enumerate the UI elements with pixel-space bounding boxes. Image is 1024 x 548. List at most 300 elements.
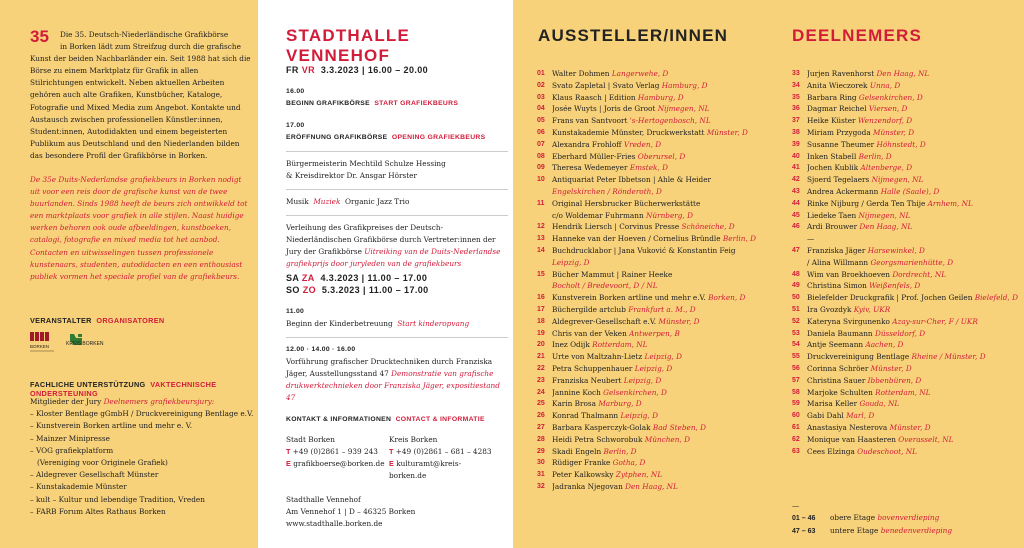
list-item-name: Büchergilde artclub	[552, 304, 626, 314]
list-item	[537, 151, 765, 163]
list-item-name: Antje Seemann	[807, 340, 864, 350]
organizer-logos	[30, 330, 140, 356]
demo-text: Vorführung grafischer Drucktechniken durch Franziska Jäger, Ausstellungsstand 47 Demonstratie van grafische drukwerktechnieken door Franziska Jäger, expositiestand 47	[286, 357, 500, 402]
list-item	[792, 257, 1020, 269]
list-item-name: —	[807, 234, 815, 244]
legend-upper: 01 – 46 obere Etage bovenverdieping	[792, 512, 940, 522]
list-item-location: Marl, D	[846, 411, 875, 421]
list-item-location: Wenzendorf, D	[857, 116, 913, 126]
list-item	[792, 103, 1020, 115]
list-item-name: Heidi Petra Schworobuk	[552, 434, 643, 444]
list-item-location: Schöneiche, D	[681, 222, 735, 232]
list-item-location: Aachen, D	[865, 340, 904, 350]
list-item	[537, 457, 765, 469]
list-item-name: Christina Sauer	[807, 375, 866, 385]
list-item	[537, 269, 765, 281]
list-item-location: Den Haag, NL	[625, 481, 678, 491]
list-item-number: 25	[537, 400, 545, 408]
sunday-date: SO ZO 5.3.2023 | 11.00 – 17.00	[286, 285, 429, 295]
list-item-number	[537, 186, 552, 198]
list-item-name: Jannine Koch	[552, 387, 601, 397]
list-item-number: 53	[792, 329, 800, 337]
list-item-number	[537, 210, 552, 222]
edition-number: 35	[30, 27, 49, 46]
list-item-number: 26	[537, 412, 545, 420]
list-item-number: 19	[537, 329, 545, 337]
list-item-name: Liedeke Taen	[807, 210, 857, 220]
list-item-name: Monique van Haasteren	[807, 434, 896, 444]
list-item	[537, 481, 765, 493]
list-item-number: 22	[537, 364, 545, 372]
list-item-location: Hamburg, D	[661, 80, 708, 90]
list-item-number: 52	[792, 317, 800, 325]
list-item-location: Nürnberg, D	[646, 210, 693, 220]
list-item	[537, 363, 765, 375]
panel-participants	[768, 0, 1024, 548]
panel-program	[258, 0, 513, 548]
list-item-name: Dagmar Reichel	[807, 104, 867, 114]
list-item-name: Anita Wieczorek	[807, 80, 868, 90]
list-item-number: 08	[537, 152, 545, 160]
list-item-number: 31	[537, 471, 545, 479]
list-item	[792, 210, 1020, 222]
list-item	[792, 363, 1020, 375]
list-item-number: 33	[792, 70, 800, 77]
exhibitors-title: AUSSTELLER/INNEN	[538, 26, 729, 45]
list-item-number: 17	[537, 305, 545, 313]
list-item-number: 11	[537, 199, 545, 207]
support-heading: FACHLICHE UNTERSTÜTZUNG VAKTECHNISCHE ONDERSTEUNING	[30, 380, 217, 398]
list-item-number: 28	[537, 435, 545, 443]
list-item-name: Antiquariat Peter Ibbetson | Ahle & Heider	[552, 175, 711, 185]
list-item-number: 62	[792, 435, 800, 443]
list-item-name: Petra Schuppenhauer	[552, 363, 633, 373]
list-item-number: 23	[537, 376, 545, 384]
list-item-number: 40	[792, 152, 800, 160]
list-item-name: Inez Odijk	[552, 340, 590, 350]
list-item-name: Kunstverein Borken artline und mehr e.V.	[552, 293, 706, 303]
contact-stadt: Stadt Borken T +49 (0)2861 – 939 243 E grafikboerse@borken.de	[286, 434, 389, 482]
list-item-number: 30	[537, 459, 545, 467]
list-item-number: 10	[537, 176, 545, 184]
list-item-name: Frans van Santvoort	[552, 116, 628, 126]
list-item-location: Rheine / Münster, D	[911, 352, 986, 362]
list-item-location: Antwerpen, B	[629, 328, 680, 338]
list-item-name: Heike Küster	[807, 116, 856, 126]
list-item-name: Franziska Jäger	[807, 245, 866, 255]
list-item-number	[537, 280, 552, 292]
list-item-location: Ibbenbüren, D	[867, 375, 922, 385]
list-item-location: Bocholt / Bredevoort, D / NL	[552, 281, 658, 291]
list-item	[792, 269, 1020, 281]
list-item-name: Walter Dohmen	[552, 69, 610, 78]
list-item-location: Harsewinkel, D	[867, 245, 925, 255]
list-item-number: 46	[792, 223, 800, 231]
list-item	[792, 316, 1020, 328]
list-item	[537, 68, 765, 80]
list-item-location: Dordrecht, NL	[892, 269, 947, 279]
list-item	[537, 469, 765, 481]
list-item-location: Berlin, D	[722, 234, 756, 244]
venue-name: Stadthalle Vennehof	[286, 495, 361, 504]
list-item-name: Karin Brosa	[552, 399, 596, 409]
borken-logo-icon	[30, 330, 140, 356]
email-link-stadt[interactable]: E grafikboerse@borken.de	[286, 459, 385, 468]
list-item	[792, 127, 1020, 139]
list-item-number: 14	[537, 246, 545, 254]
list-item-number: 56	[792, 364, 800, 372]
list-item-location: Oudeschoot, NL	[857, 446, 917, 456]
jury-item: – FARB Forum Altes Rathaus Borken	[30, 506, 166, 516]
list-item-number: 13	[537, 235, 545, 243]
list-item-number: 44	[792, 199, 800, 207]
list-item-number: 59	[792, 400, 800, 408]
list-item-number: 07	[537, 140, 545, 148]
list-item	[537, 398, 765, 410]
list-item	[537, 410, 765, 422]
list-item	[537, 221, 765, 233]
list-item	[537, 328, 765, 340]
list-item	[537, 280, 765, 292]
venue-address: Am Vennehof 1 | D – 46325 Borken	[286, 507, 416, 516]
list-item	[537, 80, 765, 92]
list-item	[792, 186, 1020, 198]
list-item	[792, 351, 1020, 363]
list-item-number: 03	[537, 93, 545, 101]
friday-date: FR VR 3.3.2023 | 16.00 – 20.00	[286, 65, 429, 75]
list-item-number: 39	[792, 140, 800, 148]
list-item	[537, 92, 765, 104]
list-item-location: Münster, D	[658, 316, 700, 326]
intro-text-nl: De 35e Duits-Nederlandse grafiekbeurs in Borken nodigt uit voor een reis door de grafische kunst van de twee buurlanden. Sinds 1988 heeft de beurs zich ontwikkeld tot een marktplaats voor grafiek in alle stijlen. Naast huidige werken behoren ook oude afbeeldingen, kunstboeken, catalogi, fotografie en mixed media tot het aanbod. Contacten en uitwisselingen tussen professionele kunstenaars, studenten, autodidacten en een enthousiast publiek vormen het speciale profiel van de grafiekbeurs.	[30, 175, 248, 281]
list-item-location: Leipzig, D	[552, 257, 590, 267]
list-item	[792, 387, 1020, 399]
list-item	[537, 210, 765, 222]
list-item-name: Cees Elzinga	[807, 446, 855, 456]
list-item-name: Barbara Kasperczyk-Golak	[552, 422, 651, 432]
program-title: STADTHALLE VENNEHOF	[286, 26, 411, 65]
list-item-location: Den Haag, NL	[859, 222, 913, 232]
list-item-number: 34	[792, 81, 800, 89]
list-item-location: Zytphen, NL	[615, 470, 663, 480]
jury-item: – Mainzer Minipresse	[30, 433, 110, 443]
list-item-location: Münster, D	[870, 363, 912, 373]
list-item-name: Ira Gvozdyk	[807, 304, 852, 314]
list-item-location: Nijmegen, NL	[657, 104, 710, 114]
list-item-location: Bielefeld, D	[974, 293, 1018, 303]
list-item-number: 35	[792, 93, 800, 101]
list-item-name: Eberhard Müller-Fries	[552, 151, 636, 161]
list-item-location: Münster, D	[889, 422, 931, 432]
list-item-name: Klaus Raasch | Edition	[552, 92, 636, 102]
list-item-name: Susanne Theumer	[807, 139, 875, 149]
list-item-number: 01	[537, 70, 545, 77]
list-item-number: 32	[537, 482, 545, 490]
jury-item: – kult – Kultur und lebendige Tradition, Vreden	[30, 494, 205, 504]
list-item-location: Borken, D	[708, 293, 746, 303]
email-link-kreis[interactable]: E kulturamt@kreis-borken.de	[389, 459, 462, 480]
list-item	[792, 280, 1020, 292]
list-item-number: 63	[792, 447, 800, 455]
list-item-number: 21	[537, 353, 545, 361]
list-item-name: Ardi Brouwer	[807, 222, 858, 232]
list-item-location: Engelskirchen / Rönderoth, D	[552, 186, 662, 196]
list-item	[537, 198, 765, 210]
list-item-number: 04	[537, 105, 545, 113]
list-item	[537, 387, 765, 399]
friday-block: FR VR 3.3.2023 | 16.00 – 20.00 16.00 BEGINN GRAFIKBÖRSE START GRAFIEKBEURS 17.00 ERÖFFNUNG GRAFIKBÖRSE OPENING GRAFIEKBEURS Bürgermeisterin Mechtild Schulze Hessing & Kreisdirektor Dr. Ansgar Hörster Musik Muziek Organic Jazz Trio Verleihung des Grafikpreises der Deutsch-Niederländischen Grafikbörse durch Vertreter:innen der Jury der Grafikbörse Uitreiking van de Duits-Nederlandse grafiekprijs door juryleden van de grafiekbeurs	[286, 64, 508, 270]
list-item-name: Rinke Nijburg / Gerda Ten Thije	[807, 198, 926, 208]
list-item-name: Rüdiger Franke	[552, 458, 611, 468]
list-item-location: Azay-sur-Cher, F / UKR	[892, 316, 978, 326]
list-item	[792, 115, 1020, 127]
list-item-location: Höhnstedt, D	[876, 139, 926, 149]
list-item-location: Gotha, D	[612, 458, 646, 468]
list-item-name: Chris van der Veken	[552, 328, 627, 338]
list-item	[537, 186, 765, 198]
list-item-location: Frankfurt a. M., D	[628, 304, 696, 314]
list-item-location: Bad Steben, D	[652, 422, 707, 432]
friday-opening: ERÖFFNUNG GRAFIKBÖRSE OPENING GRAFIEKBEURS	[286, 134, 486, 141]
list-item	[537, 422, 765, 434]
list-item-name: Aldegrever-Gesellschaft e.V.	[552, 316, 657, 326]
organizers-heading: VERANSTALTER ORGANISATOREN	[30, 316, 165, 325]
list-item-name: Miriam Przygoda	[807, 127, 871, 137]
list-item-number: 36	[792, 105, 800, 113]
list-item	[537, 351, 765, 363]
list-item-number: 15	[537, 270, 545, 278]
list-item-name: Christina Simon	[807, 281, 867, 291]
list-item	[537, 316, 765, 328]
list-item	[537, 103, 765, 115]
list-item-number: 58	[792, 388, 800, 396]
list-item-number: 16	[537, 294, 545, 302]
list-item-number: 38	[792, 128, 800, 136]
contact-heading: KONTAKT & INFORMATIONEN CONTACT & INFORMATIE	[286, 416, 485, 423]
list-item-name: Konrad Thalmann	[552, 411, 619, 421]
list-item	[537, 304, 765, 316]
list-item-number: 47	[792, 246, 800, 254]
jury-list: Mitglieder der Jury Deelnemers grafiekbeursjury: – Kloster Bentlage gGmbH / Druckvereinigung Bentlage e.V. – Kunstverein Borken artline und mehr e. V. – Mainzer Minipresse – VOG grafiekplatform (Vereniging voor Originele Grafiek) – Aldegrever Gesellschaft Münster – Kunstakademie Münster – kult – Kultur und lebendige Tradition, Vreden – FARB Forum Altes Rathaus Borken	[30, 396, 255, 518]
list-item-location: Hamburg, D	[637, 92, 684, 102]
list-item	[537, 162, 765, 174]
list-item-number: 02	[537, 81, 545, 89]
jury-item: – VOG grafiekplatform	[30, 445, 114, 455]
list-item-location: Oberursel, D	[637, 151, 686, 161]
list-item-location: Arnhem, NL	[927, 198, 973, 208]
list-item-name: Kateryna Svirgunenko	[807, 316, 890, 326]
list-item-name: / Alina Willmann	[807, 257, 869, 267]
list-item-location: Den Haag, NL	[876, 69, 930, 78]
list-item-number: 20	[537, 341, 545, 349]
list-item-number: 29	[537, 447, 545, 455]
list-item	[537, 434, 765, 446]
music-line: Musik Muziek Organic Jazz Trio	[286, 197, 410, 206]
legend-lower: 47 – 63 untere Etage benedenverdieping	[792, 525, 953, 535]
venue-website-link[interactable]: www.stadthalle.borken.de	[286, 519, 383, 528]
list-item	[537, 115, 765, 127]
list-item-location: Viersen, D	[868, 104, 908, 114]
list-item-name: Original Hersbrucker Bücherwerkstätte	[552, 198, 701, 208]
list-item-number: 45	[792, 211, 800, 219]
list-item-location: Kyiv, UKR	[853, 304, 891, 314]
list-item-name: Gabi Dahl	[807, 411, 844, 421]
friday-start: BEGINN GRAFIKBÖRSE START GRAFIEKBEURS	[286, 100, 459, 107]
list-item-location: Gouda, NL	[859, 399, 900, 409]
list-item	[792, 92, 1020, 104]
list-item-location: Düsseldorf, D	[874, 328, 926, 338]
panel-exhibitors	[513, 0, 768, 548]
list-item-number: 06	[537, 128, 545, 136]
list-item	[537, 375, 765, 387]
list-item-name: Corinna Schröer	[807, 363, 869, 373]
list-item-location: Leipzig, D	[634, 363, 673, 373]
list-item-number: 12	[537, 223, 545, 231]
list-item-name: Marjoke Schulten	[807, 387, 873, 397]
kreis-borken-logo-text: KREIS BORKEN	[66, 341, 104, 347]
list-item-name: Marisa Keller	[807, 399, 858, 409]
list-item-number: 57	[792, 376, 800, 384]
list-item-number: 18	[537, 317, 545, 325]
list-item-number: 41	[792, 164, 800, 172]
list-item-name: Franziska Neubert	[552, 375, 622, 385]
list-item-name: Bielefelder Druckgrafik | Prof. Jochen Geilen	[807, 293, 973, 303]
list-item-number: 37	[792, 117, 800, 125]
list-item	[537, 174, 765, 186]
list-item	[537, 339, 765, 351]
list-item	[537, 257, 765, 269]
list-item	[537, 139, 765, 151]
list-item-location: Nijmegen, NL	[858, 210, 911, 220]
list-item-name: Theresa Wedemeyer	[552, 163, 628, 173]
list-item-location: Berlin, D	[603, 446, 637, 456]
list-item-location: Unna, D	[869, 80, 901, 90]
list-item-number	[792, 233, 807, 245]
jury-item: – Kloster Bentlage gGmbH / Druckvereinigung Bentlage e.V.	[30, 409, 254, 419]
jury-item: – Kunstverein Borken artline und mehr e. V.	[30, 421, 193, 431]
borken-logo-text: BORKEN	[30, 344, 50, 349]
list-item	[537, 127, 765, 139]
list-item-number: 55	[792, 353, 800, 361]
list-item	[792, 328, 1020, 340]
participants-title: DEELNEMERS	[792, 26, 923, 45]
list-item-name: Barbara Ring	[807, 92, 857, 102]
list-item	[792, 233, 1020, 245]
list-item	[792, 446, 1020, 458]
list-item	[792, 221, 1020, 233]
list-item-name: Kunstakademie Münster, Druckwerkstatt	[552, 127, 705, 137]
list-item-name: Jochen Kublik	[807, 163, 859, 173]
list-item-number: 49	[792, 282, 800, 290]
list-item-number: 09	[537, 164, 545, 172]
list-item-name: Inken Stabell	[807, 151, 857, 161]
list-item-name: Skadi Engeln	[552, 446, 602, 456]
list-item-location: Berlin, D	[858, 151, 892, 161]
list-item	[792, 151, 1020, 163]
list-item-name: Josée Wuyts | Joris de Groot	[552, 104, 656, 114]
list-item-location: Gelsenkirchen, D	[603, 387, 667, 397]
list-item-location: Vreden, D	[623, 139, 662, 149]
list-item-name: Daniela Baumann	[807, 328, 873, 338]
list-item-location: Marburg, D	[598, 399, 642, 409]
participants-list	[792, 68, 1020, 457]
contact-kreis: Kreis Borken T +49 (0)2861 – 681 – 4283 E kulturamt@kreis-borken.de	[389, 435, 492, 480]
list-item	[537, 446, 765, 458]
list-item	[792, 410, 1020, 422]
list-item-name: Andrea Ackermann	[807, 186, 879, 196]
list-item-location: Leipzig, D	[620, 411, 658, 421]
list-item	[792, 162, 1020, 174]
list-item	[792, 68, 1020, 80]
jury-item: – Aldegrever Gesellschaft Münster	[30, 470, 159, 480]
list-item-name: Bücher Mammut | Rainer Heeke	[552, 269, 673, 279]
list-item-location: Weißenfels, D	[869, 281, 921, 291]
list-item-number	[792, 257, 807, 269]
list-item-location: Rotterdam, NL	[875, 387, 931, 397]
list-item-name: Hanneke van der Hoeven / Cornelius Bründle	[552, 234, 721, 244]
list-item-number: 27	[537, 423, 545, 431]
jury-item: (Vereniging voor Originele Grafiek)	[30, 458, 168, 468]
list-item	[537, 292, 765, 304]
list-item	[537, 233, 765, 245]
list-item-location: Gelsenkirchen, D	[858, 92, 923, 102]
kids-line: Beginn der Kinderbetreuung Start kinderopvang	[286, 319, 470, 328]
list-item	[792, 398, 1020, 410]
list-item-name: Sjoerd Tegelaers	[807, 175, 870, 185]
list-item	[792, 339, 1020, 351]
list-item-number: 05	[537, 117, 545, 125]
list-item	[792, 245, 1020, 257]
list-item-location: 's-Hertogenbosch, NL	[629, 116, 711, 126]
list-item-location: Nijmegen, NL	[871, 175, 924, 185]
list-item	[792, 375, 1020, 387]
jury-item: – Kunstakademie Münster	[30, 482, 127, 492]
list-item-number: 61	[792, 423, 800, 431]
list-item-location: Münster, D	[706, 127, 748, 137]
list-item	[792, 434, 1020, 446]
saturday-date: SA ZA 4.3.2023 | 11.00 – 17.00	[286, 273, 428, 283]
list-item-name: Hendrik Liersch | Corvinus Presse	[552, 222, 680, 232]
list-item-number	[537, 257, 552, 269]
list-item-name: Wim van Broekhoeven	[807, 269, 890, 279]
list-item-number: 24	[537, 388, 545, 396]
list-item	[792, 80, 1020, 92]
list-item-name: Peter Kalkowsky	[552, 470, 614, 480]
list-item-name: Druckvereinigung Bentlage	[807, 352, 910, 362]
list-item-location: Georgsmarienhütte, D	[870, 257, 954, 267]
list-item-location: Emstek, D	[629, 163, 668, 173]
list-item-location: Leipzig, D	[644, 352, 683, 362]
list-item-name: Anastasiya Nesterova	[807, 422, 888, 432]
list-item-name: Svato Zapletal | Svato Verlag	[552, 80, 660, 90]
list-item	[792, 174, 1020, 186]
list-item-location: Overasselt, NL	[898, 434, 954, 444]
list-item-number: 60	[792, 412, 800, 420]
list-item-location: Leipzig, D	[623, 375, 662, 385]
list-item-number: 51	[792, 305, 800, 313]
list-item-location: Münster, D	[873, 127, 915, 137]
list-item-number: 42	[792, 176, 800, 184]
list-item	[537, 245, 765, 257]
award-text: Verleihung des Grafikpreises der Deutsch-Niederländischen Grafikbörse durch Vertreter:innen der Jury der Grafikbörse Uitreiking van de Duits-Nederlandse grafiekprijs door juryleden van de grafiekbeurs	[286, 223, 501, 268]
list-item-number: 48	[792, 270, 800, 278]
list-item-number: 43	[792, 187, 800, 195]
list-item	[792, 304, 1020, 316]
list-item	[792, 422, 1020, 434]
list-item-name: Jadranka Njegovan	[552, 481, 623, 491]
list-item-name: Jurjen Ravenhorst	[807, 69, 875, 78]
list-item-name: Buchdrucklabor | Jana Vuković & Konstantin Feig	[552, 245, 736, 255]
